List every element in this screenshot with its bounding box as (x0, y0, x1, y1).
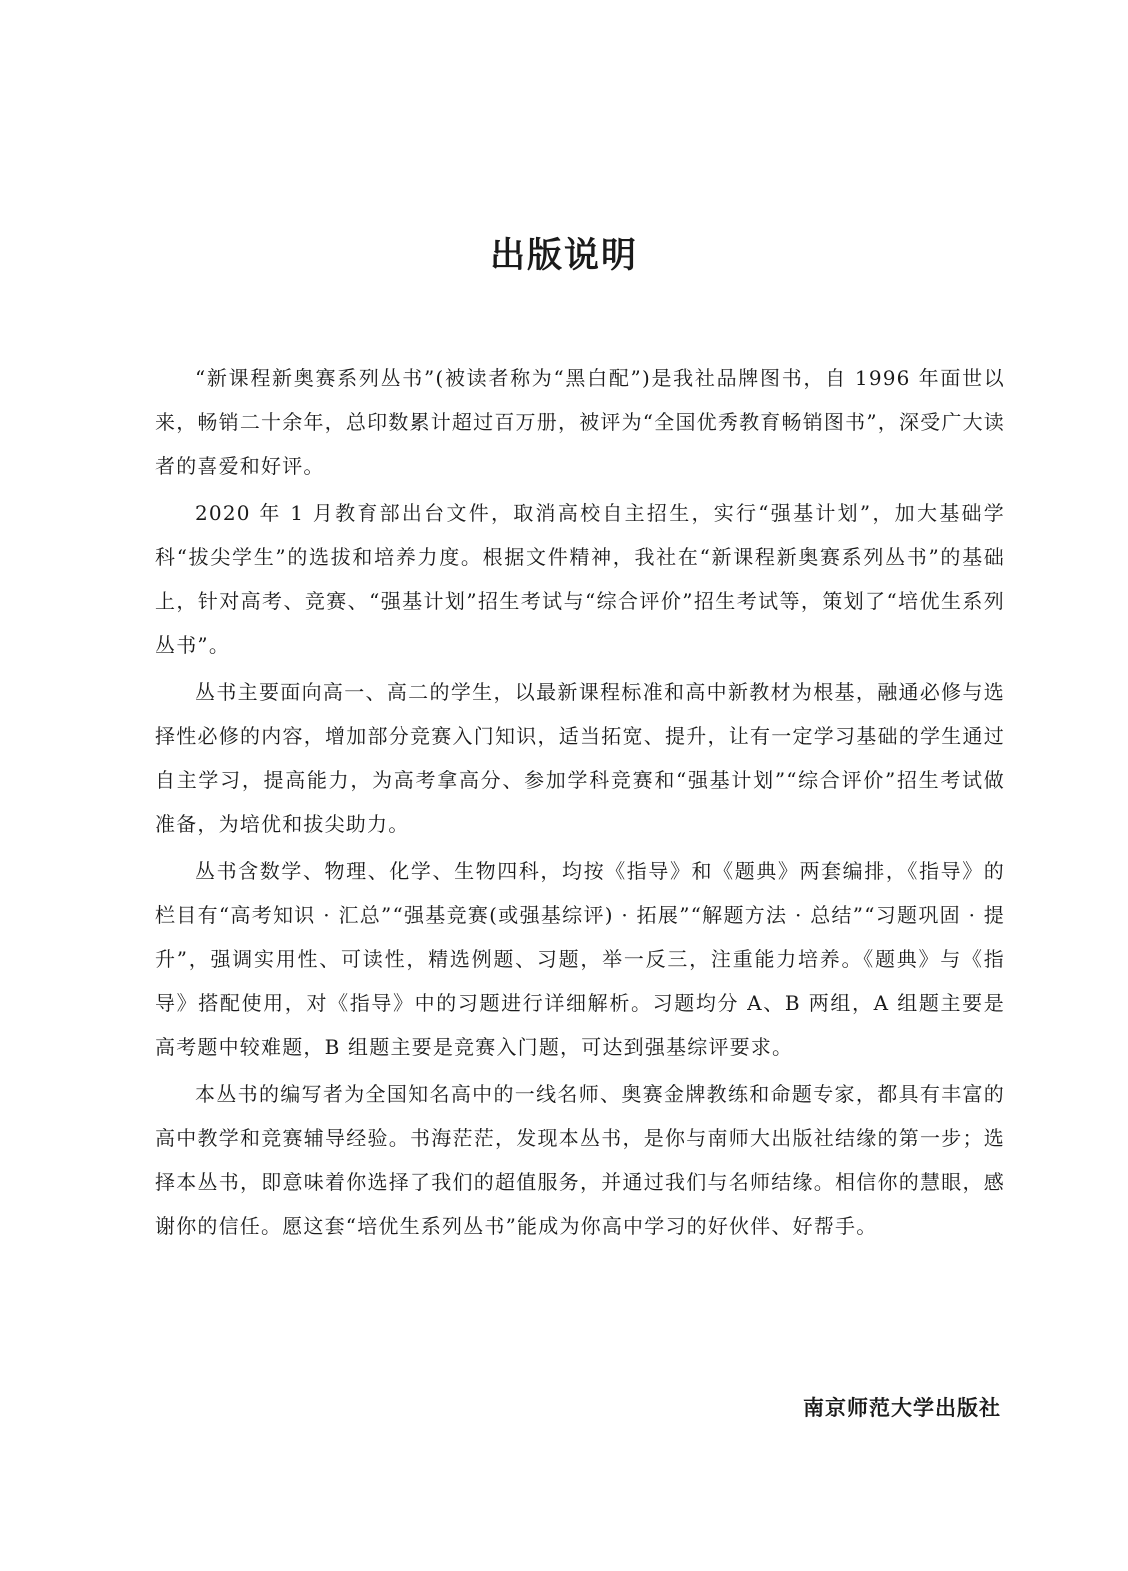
paragraph-2: 2020 年 1 月教育部出台文件，取消高校自主招生，实行“强基计划”，加大基础学科“拔尖学生”的选拔和培养力度。根据文件精神，我社在“新课程新奥赛系列丛书”的基础上，针对高考、竞赛、“强基计划”招生考试与“综合评价”招生考试等，策划了“培优生系列丛书”。 (155, 501, 1005, 657)
page-title: 出版说明 (489, 236, 638, 276)
paragraph-3: 丛书主要面向高一、高二的学生，以最新课程标准和高中新教材为根基，融通必修与选择性必修的内容，增加部分竞赛入门知识，适当拓宽、提升，让有一定学习基础的学生通过自主学习，提高能力，为高考拿高分、参加学科竞赛和“强基计划”“综合评价”招生考试做准备，为培优和拔尖助力。 (155, 680, 1005, 836)
paragraph-5: 本丛书的编写者为全国知名高中的一线名师、奥赛金牌教练和命题专家，都具有丰富的高中教学和竞赛辅导经验。书海茫茫，发现本丛书，是你与南师大出版社结缘的第一步；选择本丛书，即意味着你选择了我们的超值服务，并通过我们与名师结缘。相信你的慧眼，感谢你的信任。愿这套“培优生系列丛书”能成为你高中学习的好伙伴、好帮手。 (155, 1082, 1005, 1238)
paragraph-4: 丛书含数学、物理、化学、生物四科，均按《指导》和《题典》两套编排，《指导》的栏目有“高考知识 · 汇总”“强基竞赛(或强基综评) · 拓展”“解题方法 · 总结”“习题巩固 · 提升”，强调实用性、可读性，精选例题、习题，举一反三，注重能力培养。《题典》与《指导》搭配使用，对《指导》中的习题进行详细解析。习题均分 A、B 两组，A 组题主要是高考题中较难题，B 组题主要是竞赛入门题，可达到强基综评要求。 (155, 859, 1005, 1059)
paragraph-1: “新课程新奥赛系列丛书”(被读者称为“黑白配”)是我社品牌图书，自 1996 年面世以来，畅销二十余年，总印数累计超过百万册，被评为“全国优秀教育畅销图书”，深受广大读者的喜爱和好评。 (155, 366, 1005, 478)
publisher-signature: 南京师范大学出版社 (803, 1396, 1001, 1420)
body-text (155, 356, 1005, 1251)
